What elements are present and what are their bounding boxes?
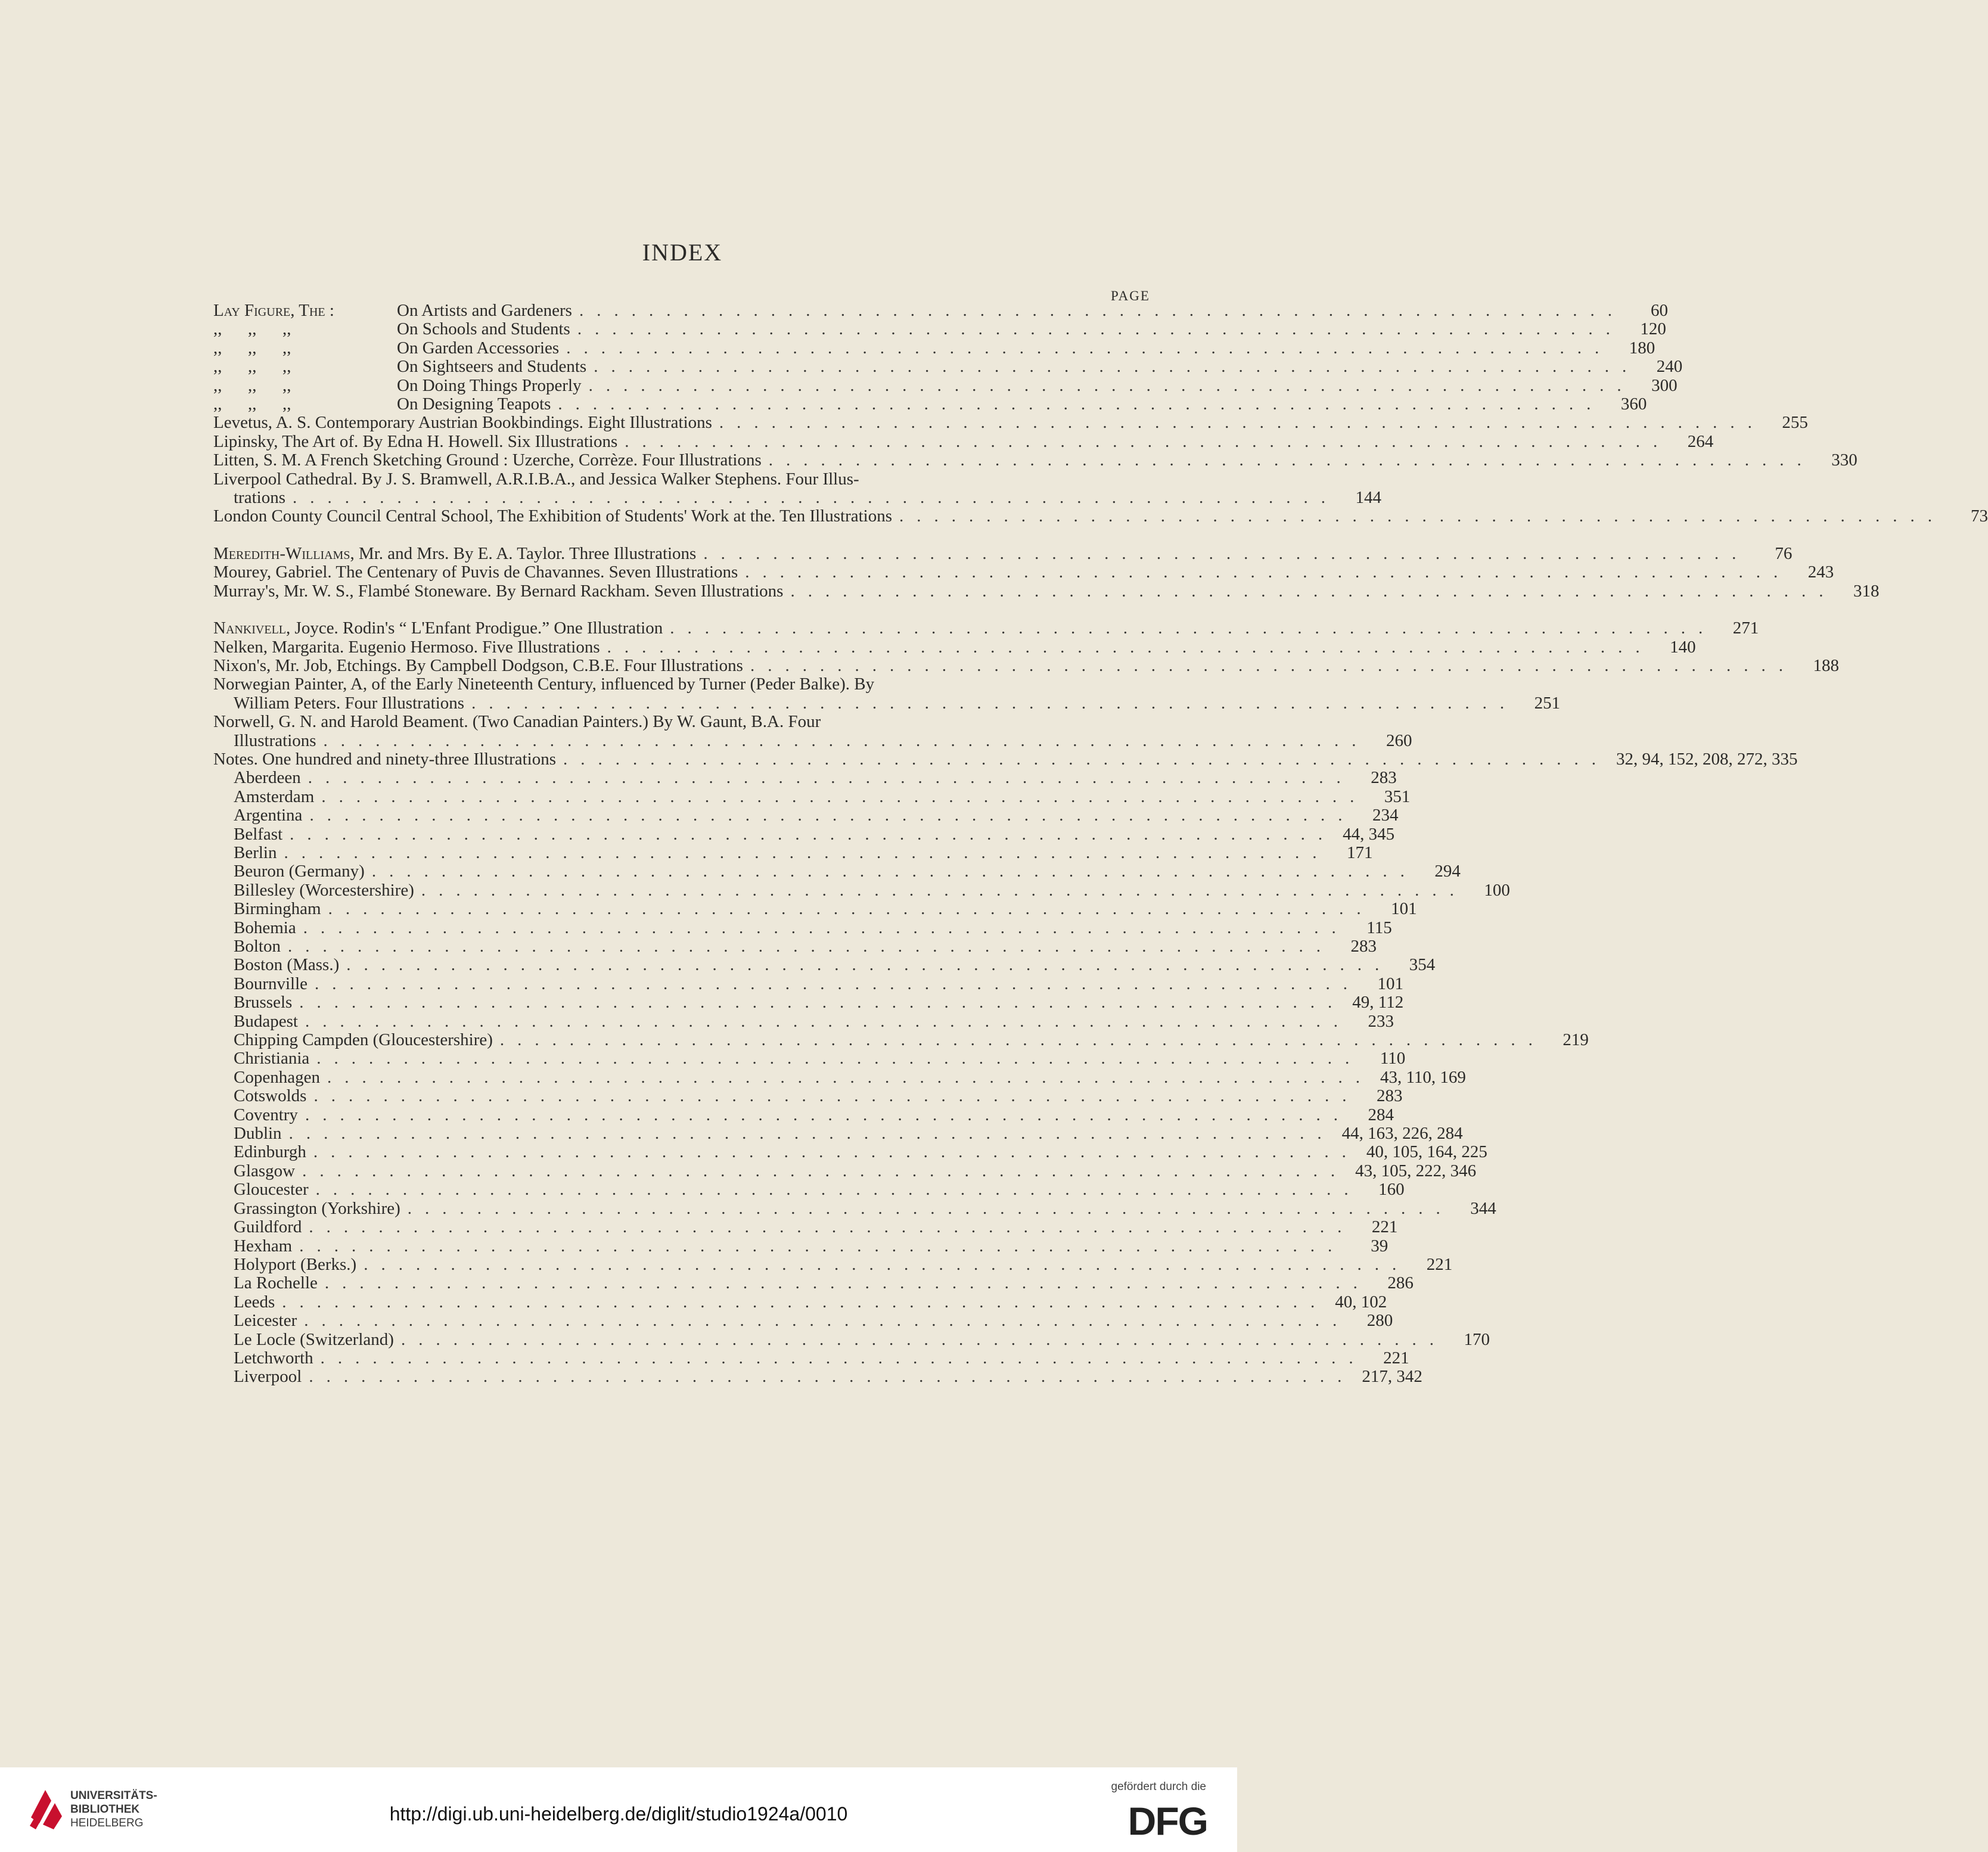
dot-leader: ............................................................	[607, 637, 1653, 657]
entry-text: Gloucester	[234, 1180, 309, 1200]
entry-heading-area	[213, 358, 397, 376]
dot-leader: ............................................................	[316, 1049, 1363, 1068]
index-entry	[213, 899, 1417, 919]
page-number: 43, 105, 222, 346	[1355, 1161, 1477, 1180]
page-number: 110	[1380, 1049, 1406, 1068]
index-entry	[213, 301, 1668, 320]
dot-leader: ............................................................	[790, 581, 1837, 601]
page-number: 73	[1971, 506, 1988, 526]
entry-text	[213, 302, 572, 320]
page-number: 280	[1366, 1311, 1393, 1331]
index-entry	[213, 581, 1880, 601]
dot-leader: ............................................................	[371, 862, 1418, 881]
index-entry	[213, 862, 1461, 881]
entry-text: Argentina	[234, 806, 303, 825]
entry-text: Chipping Campden (Gloucestershire)	[234, 1030, 493, 1050]
page-title: INDEX	[642, 239, 723, 266]
dot-leader: ............................................................	[305, 1105, 1351, 1124]
ditto-mark: ,,	[213, 357, 222, 377]
index-entry	[213, 431, 1714, 451]
entry-text: Edinburgh	[234, 1142, 306, 1162]
entry-text: Lipinsky, The Art of. By Edna H. Howell. Six Illustrations	[213, 431, 618, 451]
page-number: 76	[1775, 543, 1793, 563]
index-entry	[213, 319, 1666, 339]
dot-leader: ............................................................	[287, 937, 1334, 956]
index-entry	[213, 955, 1436, 975]
dot-leader: ............................................................	[303, 918, 1349, 937]
page-number: 40, 102	[1335, 1292, 1387, 1312]
page-number: 221	[1426, 1254, 1453, 1274]
index-entry	[213, 1067, 1466, 1087]
entry-text: Murray's, Mr. W. S., Flambé Stoneware. By Bernard Rackham. Seven Illustrations	[213, 581, 784, 601]
entry-text: Leicester	[234, 1311, 297, 1331]
dot-leader: ............................................................	[327, 1067, 1373, 1087]
entry-text: Boston (Mass.)	[234, 955, 340, 975]
entry-text: trations	[234, 488, 285, 508]
entry-text: Illustrations	[234, 731, 316, 750]
index-entry	[213, 749, 1798, 769]
entry-heading: Meredith-Williams,	[213, 543, 355, 563]
group-spacer	[213, 526, 1155, 545]
index-group-m	[213, 543, 1880, 601]
entry-topic: On Sightseers and Students	[397, 357, 587, 377]
entry-heading-area	[213, 302, 397, 320]
index-entry	[213, 1273, 1414, 1293]
index-entry	[213, 1292, 1387, 1312]
dot-leader: ............................................................	[320, 1348, 1366, 1368]
entry-text: Guildford	[234, 1217, 302, 1237]
page-number: 260	[1386, 731, 1412, 750]
page-number: 360	[1620, 394, 1647, 414]
entry-text: Coventry	[234, 1105, 298, 1124]
dot-leader: ............................................................	[471, 693, 1518, 713]
dot-leader: ............................................................	[364, 1254, 1410, 1274]
page-number: 170	[1464, 1329, 1490, 1349]
dot-leader: ............................................................	[304, 1311, 1350, 1331]
page-number: 318	[1853, 581, 1880, 601]
entry-text: London County Council Central School, The Exhibition of Students' Work at the. Ten Illustrations	[213, 506, 893, 526]
ditto-mark: ,,	[282, 338, 291, 358]
page-number: 217, 342	[1362, 1367, 1422, 1387]
dot-leader: ............................................................	[293, 488, 1338, 508]
page-number: 271	[1732, 619, 1759, 638]
index-entry	[213, 1161, 1477, 1180]
dot-leader: ............................................................	[407, 1198, 1453, 1218]
dot-leader: ............................................................	[299, 993, 1346, 1012]
index-entry	[213, 1105, 1394, 1124]
ditto-mark: ,,	[248, 319, 257, 339]
page-number: 101	[1377, 974, 1404, 993]
entry-text: Christiania	[234, 1049, 310, 1068]
index-entry	[213, 806, 1399, 825]
entry-text	[213, 545, 696, 563]
page-number: 354	[1409, 955, 1436, 975]
index-entry	[213, 563, 1834, 582]
dot-leader: ............................................................	[750, 655, 1796, 675]
index-entry	[213, 506, 1988, 526]
entry-text: Grassington (Yorkshire)	[234, 1198, 400, 1218]
page-number: 264	[1687, 431, 1714, 451]
entry-heading-area	[213, 395, 397, 414]
ditto-mark: ,,	[213, 319, 222, 339]
dot-leader: ............................................................	[309, 806, 1356, 825]
dfg-logo: DFG	[1127, 1799, 1207, 1843]
index-entry	[213, 1311, 1393, 1331]
index-entry	[213, 394, 1647, 414]
entry-heading-area	[213, 377, 397, 395]
entry-heading: Lay Figure, The	[213, 301, 325, 320]
page-number: 160	[1378, 1180, 1405, 1200]
entry-text: Hexham	[234, 1236, 293, 1256]
page-number: 283	[1371, 768, 1397, 788]
entry-text	[213, 339, 559, 358]
entry-heading-area	[213, 320, 397, 338]
page-number: 144	[1355, 488, 1381, 508]
ditto-mark: ,,	[282, 375, 291, 395]
entry-topic: On Garden Accessories	[397, 338, 560, 358]
index-entry	[213, 1198, 1496, 1218]
entry-text: La Rochelle	[234, 1273, 318, 1293]
entry-text: Bohemia	[234, 918, 296, 937]
page-number: 44, 163, 226, 284	[1341, 1124, 1463, 1143]
index-entry	[213, 1124, 1463, 1143]
dot-leader: ............................................................	[499, 1030, 1546, 1050]
page-number: 300	[1651, 375, 1678, 395]
index-entry	[213, 413, 1808, 433]
index-entry	[213, 993, 1404, 1012]
entry-text: Belfast	[234, 824, 283, 844]
dot-leader: ............................................................	[670, 619, 1716, 638]
index-group-l	[213, 413, 1988, 526]
dot-leader: ............................................................	[346, 955, 1393, 975]
dot-leader: ............................................................	[305, 1011, 1351, 1031]
index-entry	[213, 1049, 1406, 1068]
entry-text: Aberdeen	[234, 768, 301, 788]
entry-text: Bournville	[234, 974, 308, 993]
index-entry	[213, 357, 1683, 377]
dot-leader: ............................................................	[768, 450, 1815, 470]
dot-leader: ............................................................	[579, 301, 1625, 320]
ditto-mark: ,,	[248, 338, 257, 358]
dot-leader: ............................................................	[703, 543, 1750, 563]
index-entry	[213, 843, 1373, 862]
dot-leader: ............................................................	[299, 1236, 1346, 1256]
page-number: 351	[1384, 787, 1411, 806]
entry-text: Budapest	[234, 1011, 298, 1031]
page-number: 115	[1366, 918, 1392, 937]
index-entry	[213, 1030, 1589, 1050]
dot-leader: ............................................................	[284, 843, 1330, 862]
ditto-mark: ,,	[213, 394, 222, 414]
page-number: 233	[1368, 1011, 1394, 1031]
index-entry	[213, 1367, 1422, 1387]
index-entry	[213, 1011, 1394, 1031]
dot-leader: ............................................................	[566, 338, 1613, 358]
page-number: 284	[1368, 1105, 1394, 1124]
index-entry	[213, 880, 1510, 900]
index-entry	[213, 713, 1155, 731]
page-number: 344	[1470, 1198, 1496, 1218]
entry-text: Litten, S. M. A French Sketching Ground : Uzerche, Corrèze. Four Illustrations	[213, 450, 762, 470]
entry-description: Joyce. Rodin's “ L'Enfant Prodigue.” One Illustration	[290, 619, 663, 638]
entry-text: Notes. One hundred and ninety-three Illustrations	[213, 749, 557, 769]
footer-bar	[0, 1767, 1237, 1852]
dot-leader: ............................................................	[323, 731, 1369, 750]
index-entry	[213, 1329, 1490, 1349]
entry-text: Beuron (Germany)	[234, 862, 365, 881]
dot-leader: ............................................................	[321, 787, 1368, 806]
page-number: 39	[1371, 1236, 1389, 1256]
page-column-label: PAGE	[1111, 288, 1150, 303]
dot-leader: ............................................................	[313, 1086, 1360, 1106]
dot-leader: ............................................................	[288, 1124, 1335, 1143]
page-number: 330	[1831, 450, 1857, 470]
dot-leader: ............................................................	[558, 394, 1604, 414]
page-number: 240	[1656, 357, 1683, 377]
ditto-mark: ,,	[213, 375, 222, 395]
permalink-url[interactable]: http://digi.ub.uni-heidelberg.de/diglit/studio1924a/0010	[389, 1803, 848, 1825]
index-entry	[213, 675, 1155, 694]
index-group-n	[213, 619, 1839, 769]
index-entry	[213, 450, 1857, 470]
page-number: 180	[1629, 338, 1655, 358]
page-number: 283	[1350, 937, 1377, 956]
funded-by-label: gefördert durch die	[1111, 1780, 1206, 1793]
entry-text: Brussels	[234, 993, 293, 1012]
index-entry	[213, 824, 1395, 844]
index-entry	[213, 1217, 1398, 1237]
page-number: 219	[1563, 1030, 1589, 1050]
index-entry	[213, 655, 1839, 675]
page-number: 243	[1807, 563, 1834, 582]
entry-text: Liverpool	[234, 1367, 302, 1387]
entry-text: Norwegian Painter, A, of the Early Nineteenth Century, influenced by Turner (Peder Balke). By	[213, 675, 875, 694]
ditto-mark: ,,	[213, 338, 222, 358]
entry-text: Le Locle (Switzerland)	[234, 1329, 394, 1349]
entry-heading: Nankivell,	[213, 619, 291, 638]
page-number: 221	[1371, 1217, 1398, 1237]
ditto-mark: ,,	[282, 319, 291, 339]
page-number: 251	[1534, 693, 1561, 713]
index-entry	[213, 731, 1412, 750]
dot-leader: ............................................................	[324, 1273, 1371, 1293]
page-number: 283	[1376, 1086, 1403, 1106]
index-entry	[213, 338, 1655, 358]
page-number: 286	[1387, 1273, 1414, 1293]
index-list	[213, 301, 1988, 1387]
entry-description: Mr. and Mrs. By E. A. Taylor. Three Illustrations	[354, 543, 697, 563]
dot-leader: ............................................................	[282, 1292, 1328, 1312]
page-number: 101	[1391, 899, 1417, 919]
entry-text	[213, 395, 551, 414]
entry-text	[213, 358, 586, 376]
dot-leader: ............................................................	[290, 824, 1336, 844]
dot-leader: ............................................................	[594, 357, 1640, 377]
entry-text: Leeds	[234, 1292, 275, 1312]
entry-text: Bolton	[234, 937, 281, 956]
page-number: 188	[1813, 655, 1839, 675]
index-entry	[213, 693, 1561, 713]
library-name-line: UNIVERSITÄTS-	[70, 1789, 157, 1802]
entry-text	[213, 377, 582, 395]
entry-text: Levetus, A. S. Contemporary Austrian Bookbindings. Eight Illustrations	[213, 413, 712, 433]
page-number: 294	[1434, 862, 1461, 881]
dot-leader: ............................................................	[745, 563, 1791, 582]
entry-text: Cotswolds	[234, 1086, 307, 1106]
entry-text: Nixon's, Mr. Job, Etchings. By Campbell Dodgson, C.B.E. Four Illustrations	[213, 655, 743, 675]
dot-leader: ............................................................	[307, 768, 1354, 788]
dot-leader: ............................................................	[309, 1367, 1355, 1387]
index-entry	[213, 937, 1377, 956]
dot-leader: ............................................................	[315, 974, 1361, 993]
index-entry	[213, 470, 1155, 489]
entry-text: Mourey, Gabriel. The Centenary of Puvis de Chavannes. Seven Illustrations	[213, 563, 738, 582]
page-number: 120	[1640, 319, 1666, 339]
entry-text: Holyport (Berks.)	[234, 1254, 357, 1274]
ditto-mark: ,,	[282, 394, 291, 414]
entry-text: Liverpool Cathedral. By J. S. Bramwell, A.R.I.B.A., and Jessica Walker Stephens. Four Illus-	[213, 469, 859, 489]
ditto-mark: ,,	[248, 375, 257, 395]
index-entry	[213, 787, 1411, 806]
index-entry	[213, 488, 1381, 508]
dot-leader: ............................................................	[577, 319, 1623, 339]
library-name-line: HEIDELBERG	[70, 1817, 144, 1829]
index-entry	[213, 918, 1392, 937]
dot-leader: ............................................................	[313, 1142, 1359, 1162]
entry-text	[213, 320, 570, 338]
library-name-line: BIBLIOTHEK	[70, 1803, 140, 1816]
entry-text: Nelken, Margarita. Eugenio Hermoso. Five Illustrations	[213, 637, 600, 657]
group-spacer	[213, 601, 1155, 619]
entry-topic: On Doing Things Properly	[397, 375, 582, 395]
page-number: 255	[1782, 413, 1808, 433]
entry-topic: On Schools and Students	[397, 319, 570, 339]
index-group-notes-places	[213, 768, 1589, 1387]
index-entry	[213, 974, 1404, 993]
entry-text: Amsterdam	[234, 787, 315, 806]
entry-text: Letchworth	[234, 1348, 313, 1368]
page-number: 49, 112	[1352, 993, 1404, 1012]
entry-text: Glasgow	[234, 1161, 296, 1180]
index-entry	[213, 1142, 1487, 1162]
page-number: 60	[1650, 301, 1668, 320]
page-number: 32, 94, 152, 208, 272, 335	[1616, 749, 1798, 769]
dot-leader: ............................................................	[328, 899, 1374, 919]
index-entry	[213, 1348, 1409, 1368]
entry-text	[213, 619, 663, 638]
entry-text: Birmingham	[234, 899, 321, 919]
dot-leader: ............................................................	[302, 1161, 1349, 1180]
index-entry	[213, 1180, 1405, 1200]
dot-leader: ............................................................	[563, 749, 1610, 769]
entry-text: William Peters. Four Illustrations	[234, 693, 465, 713]
page-number: 43, 110, 169	[1380, 1067, 1466, 1087]
dot-leader: ............................................................	[625, 431, 1671, 451]
index-entry	[213, 543, 1793, 563]
index-entry	[213, 1086, 1403, 1106]
entry-topic: On Artists and Gardeners	[397, 301, 572, 320]
dot-leader: ............................................................	[309, 1217, 1355, 1237]
dot-leader: ............................................................	[588, 375, 1635, 395]
ditto-mark: ,,	[248, 394, 257, 414]
index-entry	[213, 619, 1759, 638]
entry-text: Norwell, G. N. and Harold Beament. (Two Canadian Painters.) By W. Gaunt, B.A. Four	[213, 712, 821, 732]
entry-text: Copenhagen	[234, 1067, 320, 1087]
entry-text: Berlin	[234, 843, 277, 862]
dot-leader: ............................................................	[400, 1329, 1447, 1349]
dot-leader: ............................................................	[421, 880, 1467, 900]
index-entry	[213, 1254, 1453, 1274]
index-entry	[213, 637, 1696, 657]
ditto-mark: ,,	[282, 357, 291, 377]
index-group-lay-figure	[213, 301, 1683, 414]
page-number: 221	[1383, 1348, 1409, 1368]
page-number: 40, 105, 164, 225	[1366, 1142, 1487, 1162]
ditto-mark: ,,	[248, 357, 257, 377]
entry-topic: On Designing Teapots	[397, 394, 551, 414]
index-entry	[213, 768, 1397, 788]
entry-text: Billesley (Worcestershire)	[234, 880, 414, 900]
page-number: 44, 345	[1343, 824, 1395, 844]
entry-heading-suffix: :	[325, 301, 334, 320]
index-entry	[213, 1236, 1389, 1256]
dot-leader: ............................................................	[899, 506, 1946, 526]
page-number: 100	[1484, 880, 1510, 900]
dot-leader: ............................................................	[719, 413, 1765, 433]
entry-heading-area	[213, 339, 397, 358]
entry-text: Dublin	[234, 1124, 282, 1143]
page-number: 140	[1670, 637, 1696, 657]
page-number: 234	[1372, 806, 1399, 825]
index-entry	[213, 375, 1678, 395]
dot-leader: ............................................................	[315, 1180, 1362, 1200]
page-number: 171	[1347, 843, 1373, 862]
